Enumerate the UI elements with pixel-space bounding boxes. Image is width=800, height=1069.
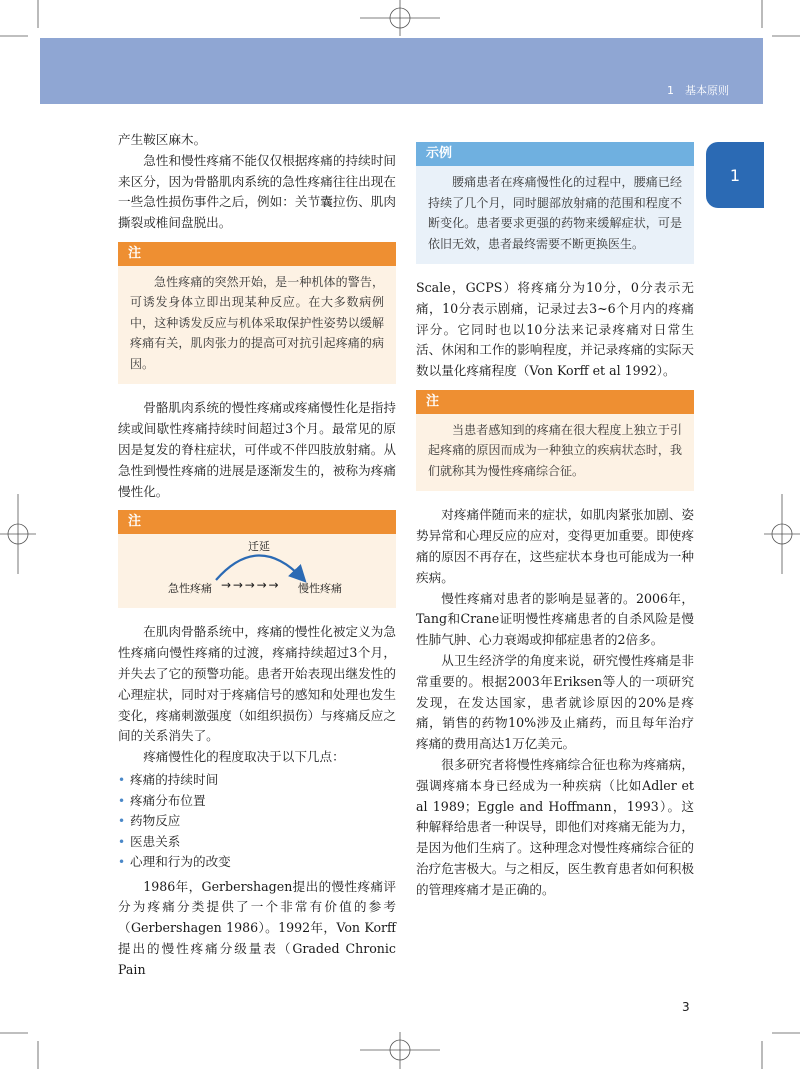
example-body: 腰痛患者在疼痛慢性化的过程中，腰痛已经持续了几个月，同时腿部放射痛的范围和程度不断变化。患者要求更强的药物来缓解症状，可是依旧无效，患者最终需要不断更换医生。 [428,175,682,251]
note-box-syndrome [416,390,694,492]
diagram-label-chronic: 慢性疼痛 [298,582,342,596]
bullet-icon: • [118,814,126,829]
paragraph-economics: 从卫生经济学的角度来说，研究慢性疼痛是非常重要的。根据2003年Eriksen等人的一项研究发现，在发达国家，患者就诊原因的20%是疼痛，销售的药物10%涉及止痛药，而且每年治疗疼痛的费用高达1万亿美元。 [416,653,694,752]
paragraph-factors: 疼痛慢性化的程度取决于以下几点： [143,749,345,765]
left-column [118,130,396,981]
page-number: 3 [682,1000,690,1014]
note-title: 注 [118,242,396,266]
bullet-icon: • [118,793,126,808]
chronification-diagram [118,534,396,608]
paragraph-gcps: Scale，GCPS）将疼痛分为10分，0分表示无痛，10分表示剧痛，记录过去3~6个月内的疼痛评分。它同时也以10分法来记录疼痛对日常生活、休闲和工作的影响程度，并记录疼痛的实际天数以量化疼痛程度（Von Korff et al 1992）。 [416,280,694,379]
paragraph-chronification: 骨骼肌肉系统的慢性疼痛或疼痛慢性化是指持续或间歇性疼痛持续时间超过3个月。最常见的原因是复发的脊柱症状，可伴或不伴四肢放射痛。从急性到慢性疼痛的进展是逐渐发生的，被称为疼痛慢性化。 [118,400,396,499]
diagram-label-prolonged: 迁延 [248,540,270,554]
list-item: • 疼痛分布位置 [118,791,396,812]
example-title: 示例 [416,142,694,166]
note-title: 注 [118,510,396,534]
header-band [40,38,763,104]
list-item: • 药物反应 [118,811,396,832]
diagram-arrows: → → → → → [221,578,278,593]
right-column [416,130,694,901]
paragraph-continuation: 产生鞍区麻木。 [118,132,207,147]
factor-list [118,770,396,873]
list-item: • 医患关系 [118,832,396,853]
note-body: 急性疼痛的突然开始，是一种机体的警告，可诱发身体立即出现某种反应。在大多数病例中，这种诱发反应与机体采取保护性姿势以缓解疼痛有关，肌肉张力的提高可对抗引起疼痛的病因。 [130,274,384,371]
chapter-number: 1 [729,165,741,185]
note-body: 当患者感知到的疼痛在很大程度上独立于引起疼痛的原因而成为一种独立的疾病状态时，我们就称其为慢性疼痛综合征。 [428,422,682,478]
paragraph-researchers: 很多研究者将慢性疼痛综合征也称为疼痛病，强调疼痛本身已经成为一种疾病（比如Adler et al 1989；Eggle and Hoffmann，1993）。这种解释给患者一种误导，即他们对疼痛无能为力，是因为他们生病了。这种理念对慢性疼痛综合征的治疗危害极大。与之相反，医生教育患者如何积极的管理疼痛才是正确的。 [416,757,694,897]
chapter-tab [706,142,764,208]
note-box-diagram [118,510,396,608]
diagram-label-acute: 急性疼痛 [168,582,212,596]
paragraph-acute-vs-chronic: 急性和慢性疼痛不能仅仅根据疼痛的持续时间来区分，因为骨骼肌肉系统的急性疼痛往往出现在一些急性损伤事件之后，例如：关节囊拉伤、肌肉撕裂或椎间盘脱出。 [118,152,396,231]
bullet-icon: • [118,773,126,788]
example-box [416,142,694,264]
paragraph-symptoms: 对疼痛伴随而来的症状，如肌肉紧张加剧、姿势异常和心理反应的应对，变得更加重要。即使疼痛的原因不再存在，这些症状本身也可能成为一种疾病。 [416,507,694,585]
bullet-icon: • [118,834,126,849]
paragraph-definition: 在肌肉骨骼系统中，疼痛的慢性化被定义为急性疼痛向慢性疼痛的过渡，疼痛持续超过3个月，并失去了它的预警功能。患者开始表现出继发性的心理症状，同时对于疼痛信号的感知和处理也发生变化，疼痛刺激强度（如组织损伤）与疼痛反应之间的关系消失了。 [118,624,396,744]
bullet-icon: • [118,855,126,870]
note-title: 注 [416,390,694,414]
paragraph-impact: 慢性疼痛对患者的影响是显著的。2006年，Tang和Crane证明慢性疼痛患者的自杀风险是慢性肺气肿、心力衰竭或抑郁症患者的2倍多。 [416,590,694,648]
paragraph-gerbershagen: 1986年，Gerbershagen提出的慢性疼痛评分为疼痛分类提供了一个非常有价值的参考（Gerbershagen 1986）。1992年，Von Korff提出的慢性疼痛分级量表（Graded Chronic Pain [118,878,396,977]
list-item: • 疼痛的持续时间 [118,770,396,791]
list-item: • 心理和行为的改变 [118,852,396,873]
note-box-acute-pain [118,242,396,385]
section-label: 1 基本原则 [667,84,729,97]
